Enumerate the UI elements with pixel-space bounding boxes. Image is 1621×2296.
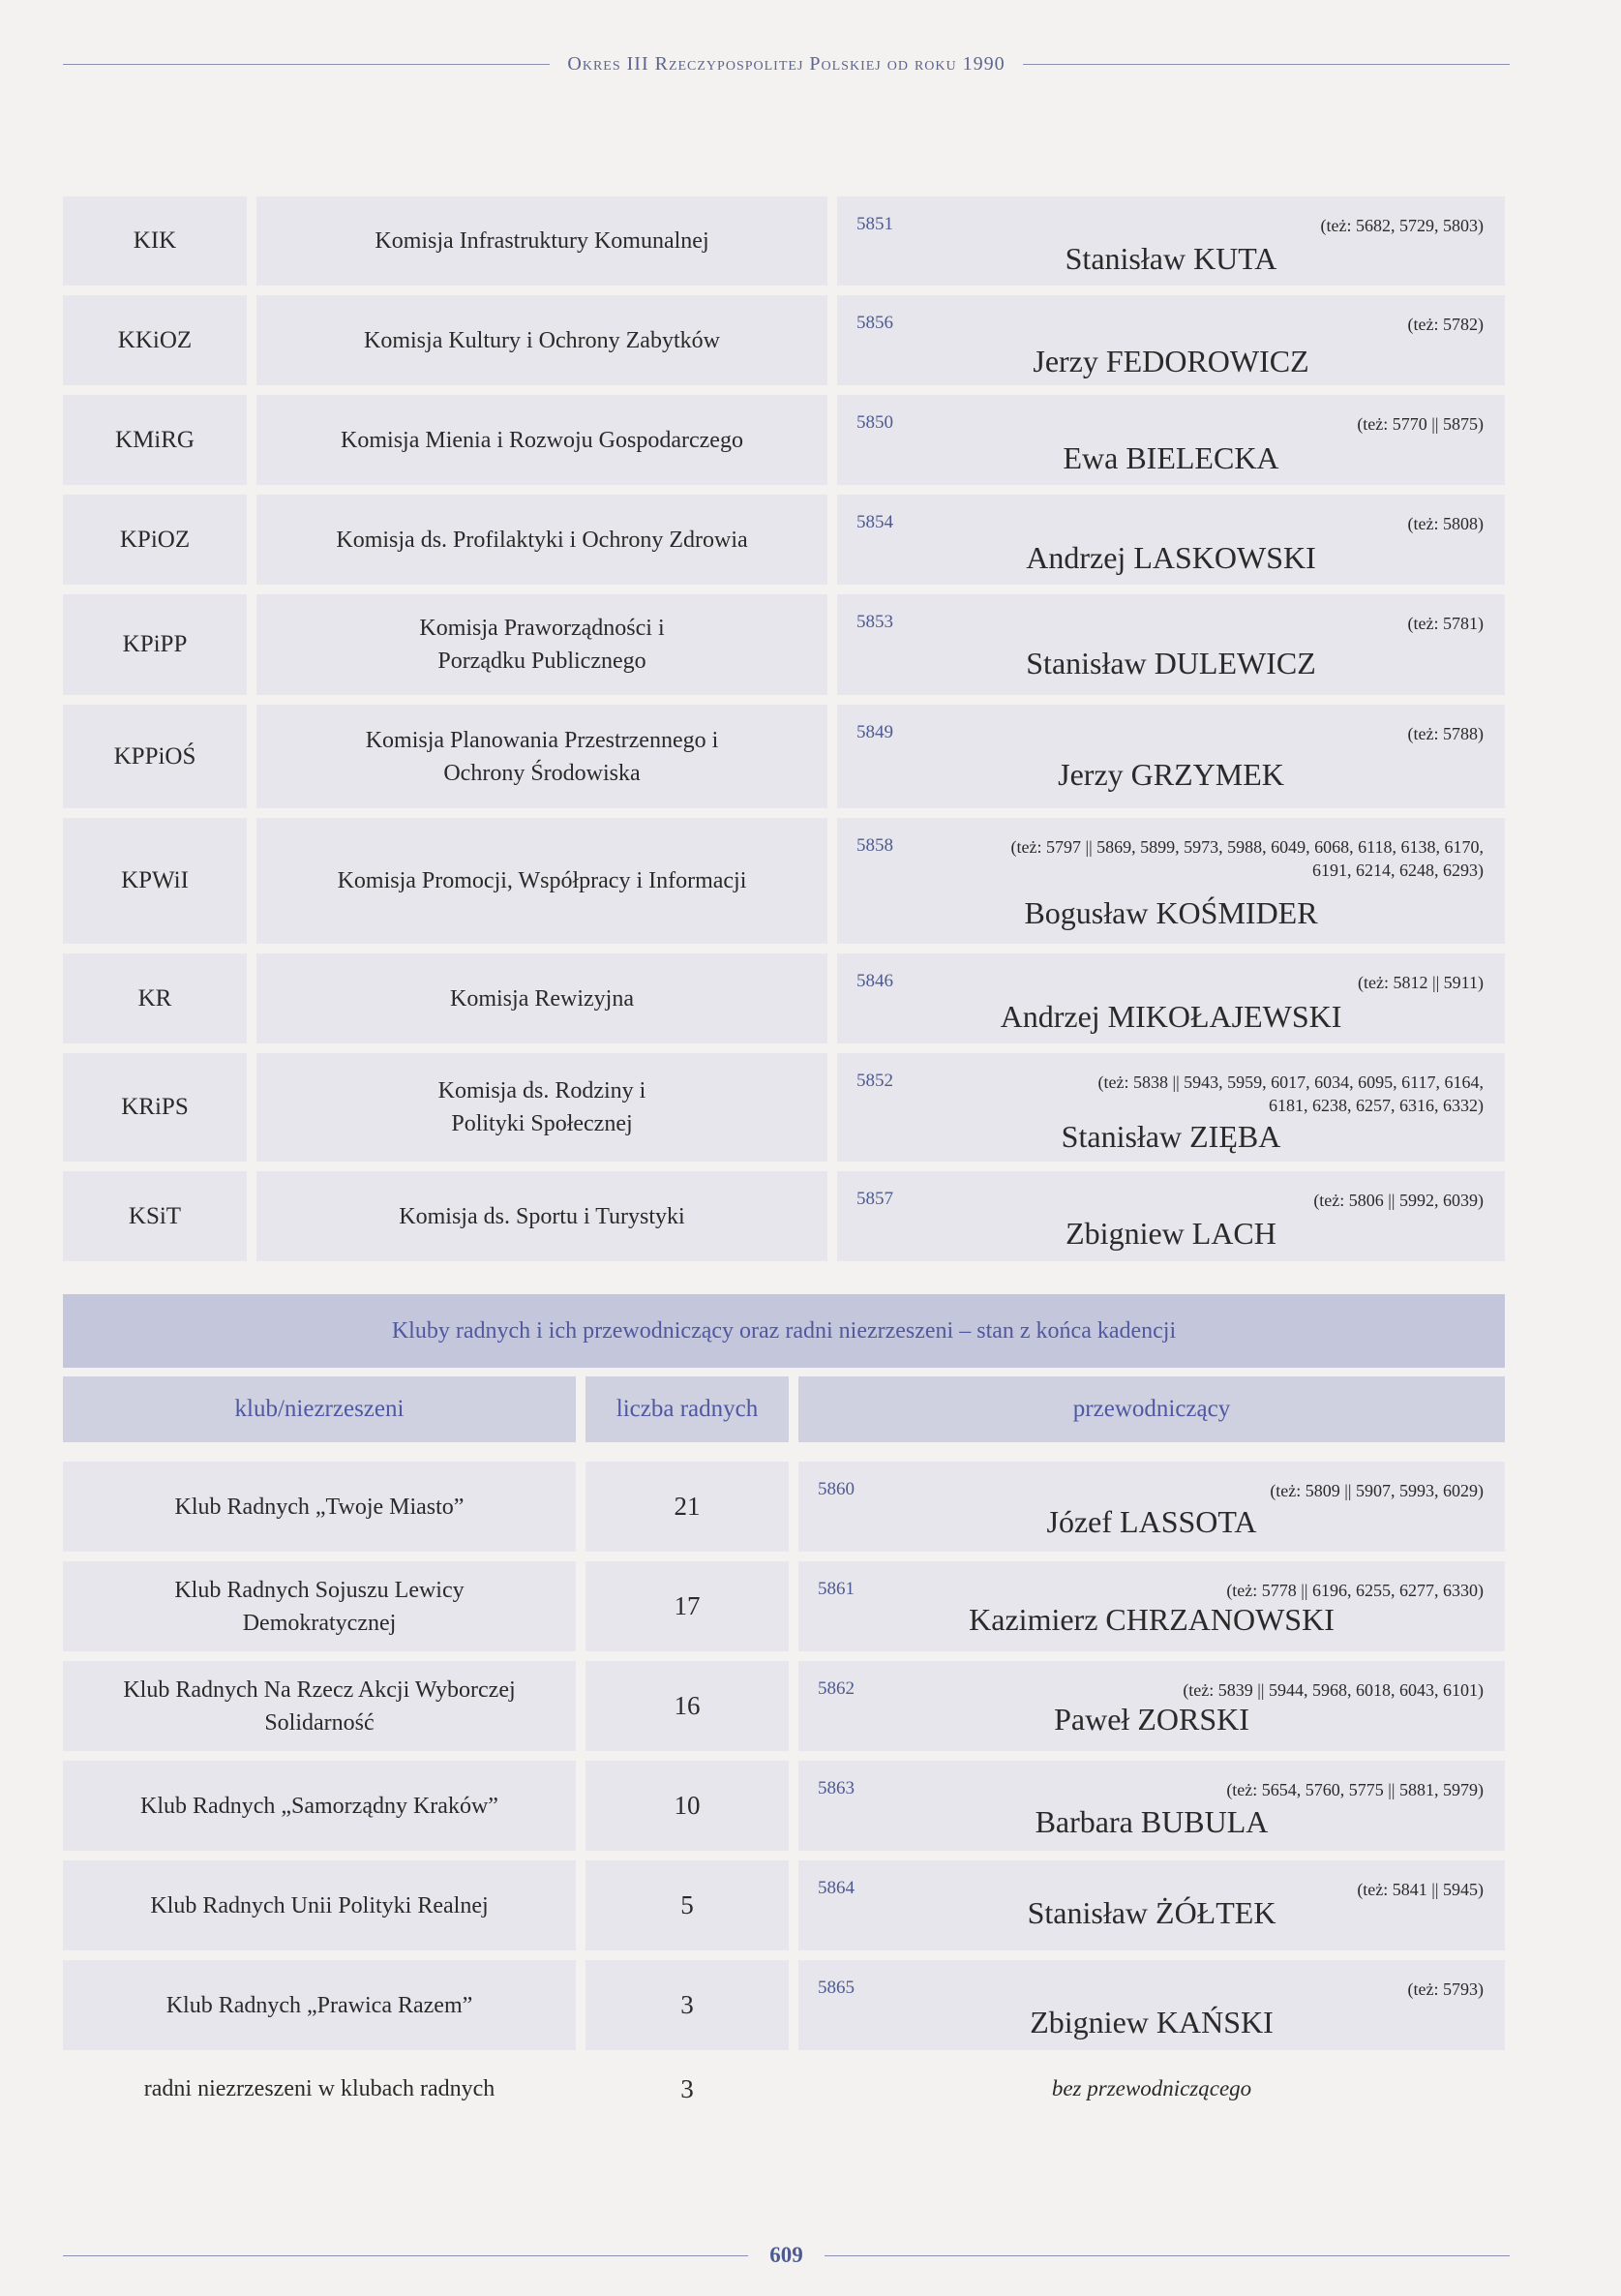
club-name: radni niezrzeszeni w klubach radnych (143, 2076, 495, 2101)
entry-number: 5864 (818, 1878, 855, 1898)
column-header-chair: przewodniczący (798, 1376, 1505, 1442)
club-row (63, 1462, 1505, 1552)
club-row (63, 1661, 1505, 1751)
club-name: Klub Radnych „Prawica Razem” (63, 1960, 576, 2050)
committee-row (63, 495, 1505, 585)
chair-person: Paweł ZORSKI (1054, 1702, 1249, 1737)
also-numbers: (też: 5841 || 5945) (1357, 1880, 1484, 1899)
committee-name: Komisja Praworządności i Porządku Publicznego (256, 594, 827, 695)
page-footer (63, 2236, 1510, 2275)
chair-person: Barbara BUBULA (1035, 1804, 1269, 1839)
club-chair (798, 1860, 1505, 1950)
chair-person: Stanisław ZIĘBA (1061, 1119, 1281, 1154)
club-count: 16 (585, 1661, 789, 1751)
club-count: 5 (585, 1860, 789, 1950)
club-count: 3 (585, 1960, 789, 2050)
committee-name: Komisja Planowania Przestrzennego i Ochrony Środowiska (256, 705, 827, 808)
entry-number: 5851 (856, 214, 893, 234)
chair-person: Zbigniew KAŃSKI (1030, 2005, 1274, 2039)
also-numbers: (też: 5797 || 5869, 5899, 5973, 5988, 6049, 6068, 6118, 6138, 6170, 6191, 6214, 6248, 6293) (1010, 837, 1484, 880)
committee-name: Komisja Mienia i Rozwoju Gospodarczego (256, 395, 827, 485)
committee-row (63, 1053, 1505, 1162)
committee-abbr: KR (63, 953, 247, 1043)
committee-chair (837, 295, 1505, 385)
club-count: 17 (585, 1561, 789, 1651)
club-chair (798, 1462, 1505, 1552)
club-name: Klub Radnych „Samorządny Kraków” (63, 1761, 576, 1851)
header-rule-right (1023, 64, 1510, 65)
club-count: 21 (585, 1462, 789, 1552)
entry-number: 5852 (856, 1071, 893, 1091)
chair-person: Andrzej MIKOŁAJEWSKI (1000, 999, 1342, 1034)
committee-row (63, 953, 1505, 1043)
club-name: Klub Radnych Sojuszu Lewicy Demokratycznej (63, 1561, 576, 1651)
chair-person: Andrzej LASKOWSKI (1026, 540, 1316, 575)
committee-chair (837, 1171, 1505, 1261)
entry-number: 5849 (856, 722, 893, 742)
also-numbers: (też: 5788) (1407, 724, 1484, 743)
chair-person: Jerzy FEDOROWICZ (1033, 344, 1309, 378)
entry-number: 5865 (818, 1978, 855, 1998)
entry-number: 5862 (818, 1678, 855, 1699)
club-name: Klub Radnych „Twoje Miasto” (63, 1462, 576, 1552)
committee-abbr: KMiRG (63, 395, 247, 485)
header-title: Okres III Rzeczypospolitej Polskiej od roku 1990 (567, 52, 1006, 75)
chair-person: Stanisław DULEWICZ (1026, 646, 1316, 680)
column-header-club: klub/niezrzeszeni (63, 1376, 576, 1442)
committee-chair (837, 594, 1505, 695)
committee-name: Komisja ds. Rodziny i Polityki Społecznej (256, 1053, 827, 1162)
also-numbers: (też: 5808) (1407, 514, 1484, 533)
column-header-count: liczba radnych (585, 1376, 789, 1442)
committees-table (63, 196, 1505, 1271)
committee-chair (837, 495, 1505, 585)
committee-abbr: KRiPS (63, 1053, 247, 1162)
entry-number: 5860 (818, 1479, 855, 1499)
chair-person: Bogusław KOŚMIDER (1024, 895, 1318, 930)
committee-abbr: KPPiOŚ (63, 705, 247, 808)
header-rule-left (63, 64, 550, 65)
club-count: 10 (585, 1761, 789, 1851)
committee-row (63, 705, 1505, 808)
entry-number: 5853 (856, 612, 893, 632)
committee-row (63, 594, 1505, 695)
committee-row (63, 196, 1505, 286)
running-header (63, 45, 1510, 83)
committee-chair (837, 1053, 1505, 1162)
also-numbers: (też: 5839 || 5944, 5968, 6018, 6043, 6101) (1183, 1680, 1484, 1700)
also-numbers: (też: 5781) (1407, 614, 1484, 633)
committee-chair (837, 395, 1505, 485)
club-chair (798, 1661, 1505, 1751)
clubs-header-row (63, 1376, 1505, 1442)
also-numbers: (też: 5809 || 5907, 5993, 6029) (1270, 1481, 1484, 1500)
chair-person: Stanisław KUTA (1065, 241, 1277, 276)
committee-chair (837, 818, 1505, 944)
committee-name: Komisja Kultury i Ochrony Zabytków (256, 295, 827, 385)
club-name: Klub Radnych Na Rzecz Akcji Wyborczej Solidarność (63, 1661, 576, 1751)
also-numbers: (też: 5812 || 5911) (1357, 973, 1484, 992)
club-row (63, 1960, 1505, 2050)
committee-abbr: KPiOZ (63, 495, 247, 585)
club-chair (798, 1561, 1505, 1651)
chair-person: Kazimierz CHRZANOWSKI (969, 1602, 1335, 1637)
committee-name: Komisja Promocji, Współpracy i Informacji (256, 818, 827, 944)
also-numbers: (też: 5806 || 5992, 6039) (1313, 1191, 1484, 1210)
entry-number: 5856 (856, 313, 893, 333)
committee-chair (837, 705, 1505, 808)
entry-number: 5857 (856, 1189, 893, 1209)
also-numbers: (też: 5682, 5729, 5803) (1320, 216, 1484, 235)
chair-person: Ewa BIELECKA (1063, 440, 1279, 475)
committee-abbr: KPWiI (63, 818, 247, 944)
clubs-section-title: Kluby radnych i ich przewodniczący oraz radni niezrzeszeni – stan z końca kadencji (63, 1294, 1505, 1368)
footer-rule-right (825, 2255, 1510, 2256)
committee-row (63, 1171, 1505, 1261)
club-chair (798, 1960, 1505, 2050)
also-numbers: (też: 5782) (1407, 315, 1484, 334)
committee-row (63, 818, 1505, 944)
also-numbers: (też: 5770 || 5875) (1357, 414, 1484, 434)
committee-name: Komisja Infrastruktury Komunalnej (256, 196, 827, 286)
chair-person: Zbigniew LACH (1066, 1216, 1276, 1251)
also-numbers: (też: 5778 || 6196, 6255, 6277, 6330) (1226, 1581, 1484, 1600)
chair-person: Stanisław ŻÓŁTEK (1027, 1895, 1276, 1930)
committee-row (63, 295, 1505, 385)
club-row-unaffiliated (63, 2060, 1505, 2118)
also-numbers: (też: 5793) (1407, 1979, 1484, 1999)
club-row (63, 1761, 1505, 1851)
also-numbers: (też: 5838 || 5943, 5959, 6017, 6034, 6095, 6117, 6164, 6181, 6238, 6257, 6316, 6332) (1097, 1072, 1484, 1115)
club-chair (798, 1761, 1505, 1851)
entry-number: 5846 (856, 971, 893, 991)
entry-number: 5854 (856, 512, 893, 532)
committee-abbr: KKiOZ (63, 295, 247, 385)
committee-row (63, 395, 1505, 485)
committee-chair (837, 953, 1505, 1043)
committee-name: Komisja ds. Profilaktyki i Ochrony Zdrowia (256, 495, 827, 585)
entry-number: 5863 (818, 1778, 855, 1798)
footer-rule-left (63, 2255, 748, 2256)
entry-number: 5861 (818, 1579, 855, 1599)
committee-chair (837, 196, 1505, 286)
club-row (63, 1561, 1505, 1651)
page-number: 609 (769, 2243, 803, 2267)
entry-number: 5858 (856, 835, 893, 856)
committee-name: Komisja Rewizyjna (256, 953, 827, 1043)
club-name: Klub Radnych Unii Polityki Realnej (63, 1860, 576, 1950)
committee-abbr: KSiT (63, 1171, 247, 1261)
entry-number: 5850 (856, 412, 893, 433)
chair-person: Józef LASSOTA (1046, 1504, 1257, 1539)
club-count: 3 (680, 2073, 694, 2103)
club-row (63, 1860, 1505, 1950)
also-numbers: (też: 5654, 5760, 5775 || 5881, 5979) (1226, 1780, 1484, 1799)
committee-abbr: KPiPP (63, 594, 247, 695)
clubs-table (63, 1376, 1505, 2128)
club-chair-none: bez przewodniczącego (1051, 2076, 1252, 2100)
committee-abbr: KIK (63, 196, 247, 286)
committee-name: Komisja ds. Sportu i Turystyki (256, 1171, 827, 1261)
chair-person: Jerzy GRZYMEK (1058, 757, 1284, 792)
